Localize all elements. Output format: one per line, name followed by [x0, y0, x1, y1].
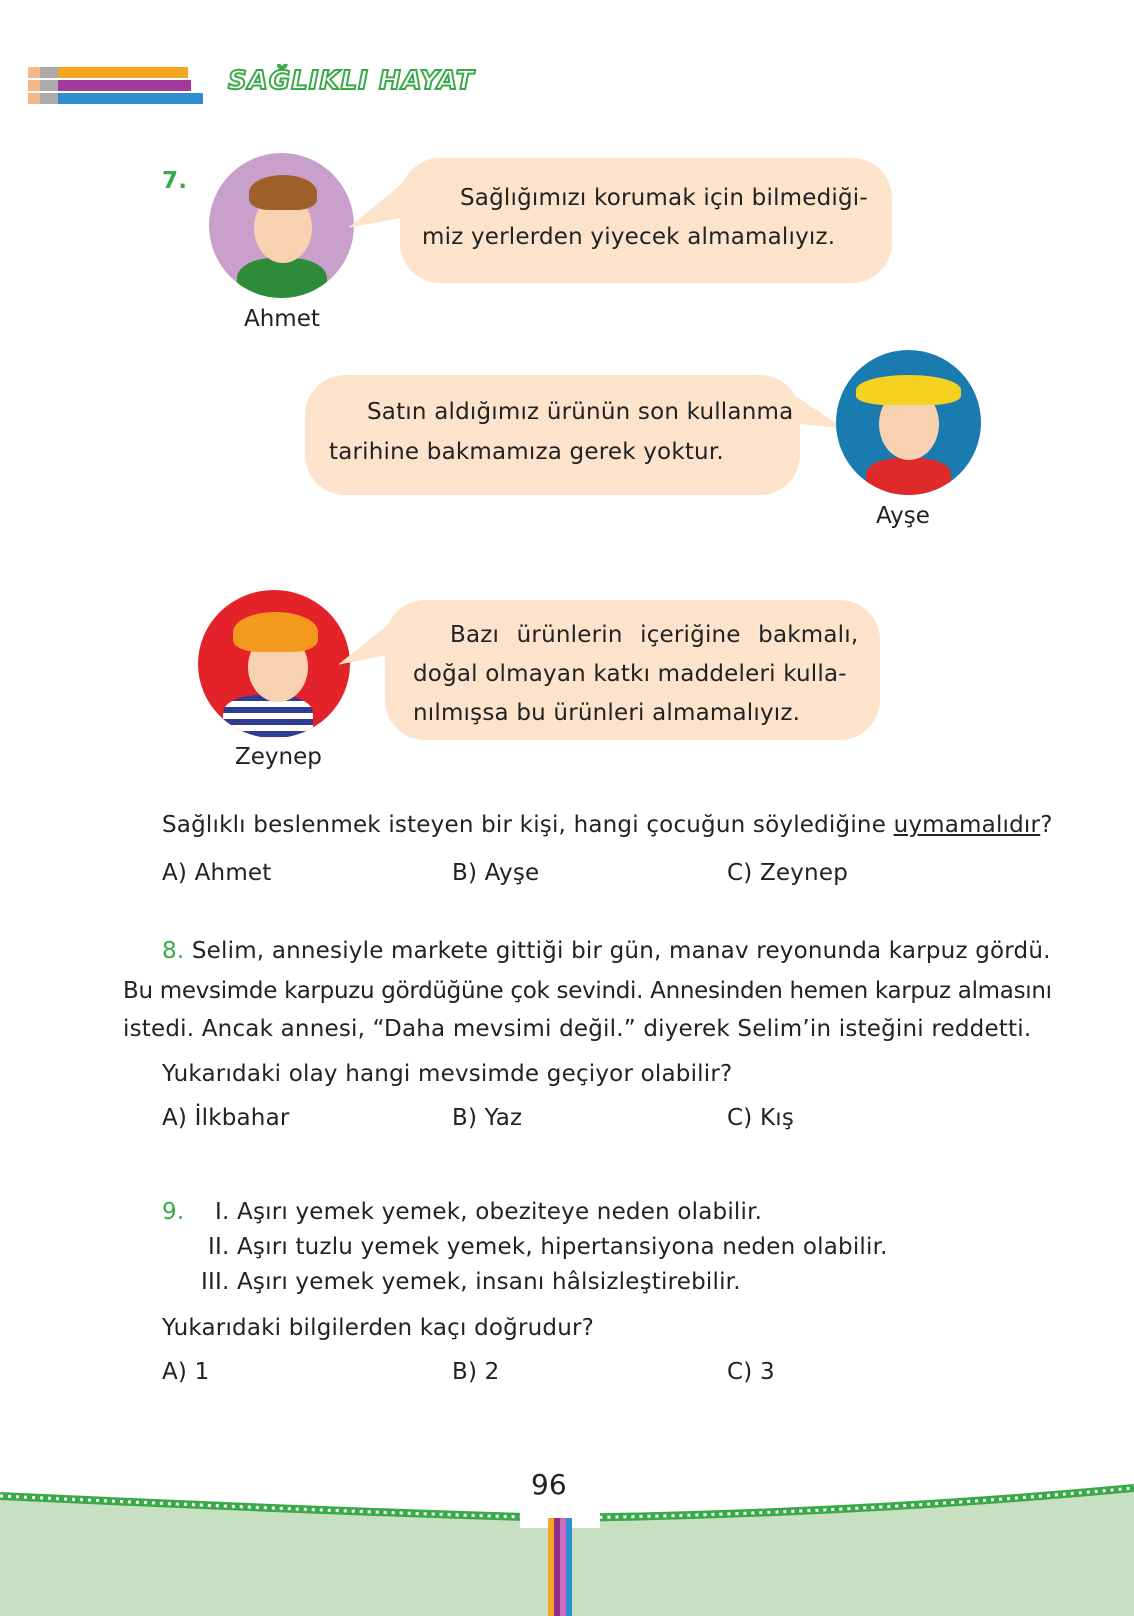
- question-8-line: istedi. Ancak annesi, “Daha mevsimi değil.” diyerek Selim’in isteğini reddetti.: [123, 1016, 1032, 1042]
- zeynep-speech-line: Bazı ürünlerin içeriğine bakmalı,: [450, 622, 859, 648]
- ayse-label: Ayşe: [876, 503, 930, 529]
- zeynep-avatar: [198, 590, 350, 738]
- question-8-text: Selim, annesiyle markete gittiği bir gün, manav reyonunda karpuz gördü.: [184, 938, 1051, 964]
- zeynep-speech-line: doğal olmayan katkı maddeleri kulla-: [413, 661, 847, 687]
- q9-option-c[interactable]: C) 3: [727, 1359, 775, 1385]
- question-7-text: [162, 812, 1053, 838]
- question-7-text-start: Sağlıklı beslenmek isteyen bir kişi, hangi çocuğun söylediğine: [162, 812, 894, 838]
- question-7-number: 7.: [162, 168, 188, 194]
- q7-option-c[interactable]: C) Zeynep: [727, 860, 848, 886]
- zeynep-speech-line: nılmışsa bu ürünleri almamalıyız.: [413, 700, 801, 726]
- zeynep-label: Zeynep: [235, 744, 322, 770]
- ahmet-speech-line: miz yerlerden yiyecek almamalıyız.: [422, 224, 836, 250]
- question-7-text-end: ?: [1040, 812, 1053, 838]
- ahmet-avatar: [209, 153, 354, 298]
- q9-statement: III. Aşırı yemek yemek, insanı hâlsizleştirebilir.: [201, 1269, 741, 1295]
- q9-option-b[interactable]: B) 2: [452, 1359, 500, 1385]
- question-9-question: Yukarıdaki bilgilerden kaçı doğrudur?: [162, 1315, 595, 1341]
- question-8-line: Bu mevsimde karpuzu gördüğüne çok sevindi. Annesinden hemen karpuz almasını: [123, 978, 1052, 1004]
- ayse-speech-line: Satın aldığımız ürünün son kullanma: [367, 399, 794, 425]
- question-7-emphasis: uymamalıdır: [893, 812, 1041, 838]
- page-number: 96: [531, 1468, 567, 1501]
- q9-statement: II. Aşırı tuzlu yemek yemek, hipertansiyona neden olabilir.: [208, 1234, 888, 1260]
- q8-option-b[interactable]: B) Yaz: [452, 1105, 523, 1131]
- q7-option-b[interactable]: B) Ayşe: [452, 860, 540, 886]
- ahmet-label: Ahmet: [244, 306, 320, 332]
- q9-option-a[interactable]: A) 1: [162, 1359, 210, 1385]
- ahmet-speech-line: Sağlığımızı korumak için bilmediği-: [460, 185, 868, 211]
- question-8-number: 8.: [162, 938, 185, 964]
- q8-option-c[interactable]: C) Kış: [727, 1105, 794, 1131]
- q8-option-a[interactable]: A) İlkbahar: [162, 1105, 290, 1131]
- ahmet-speech-bubble: [400, 158, 892, 283]
- question-8-question: Yukarıdaki olay hangi mevsimde geçiyor olabilir?: [162, 1061, 733, 1087]
- ayse-speech-line: tarihine bakmamıza gerek yoktur.: [329, 439, 724, 465]
- question-9-number: 9.: [162, 1199, 185, 1225]
- ayse-avatar: [836, 350, 981, 495]
- ayse-speech-bubble: [305, 375, 800, 495]
- header-title: SAĞLIKLI HAYAT: [228, 66, 475, 96]
- footer-wave: [0, 1470, 1134, 1616]
- q7-option-a[interactable]: A) Ahmet: [162, 860, 272, 886]
- question-8-line: [162, 938, 1051, 964]
- q9-statement: I. Aşırı yemek yemek, obeziteye neden olabilir.: [215, 1199, 763, 1225]
